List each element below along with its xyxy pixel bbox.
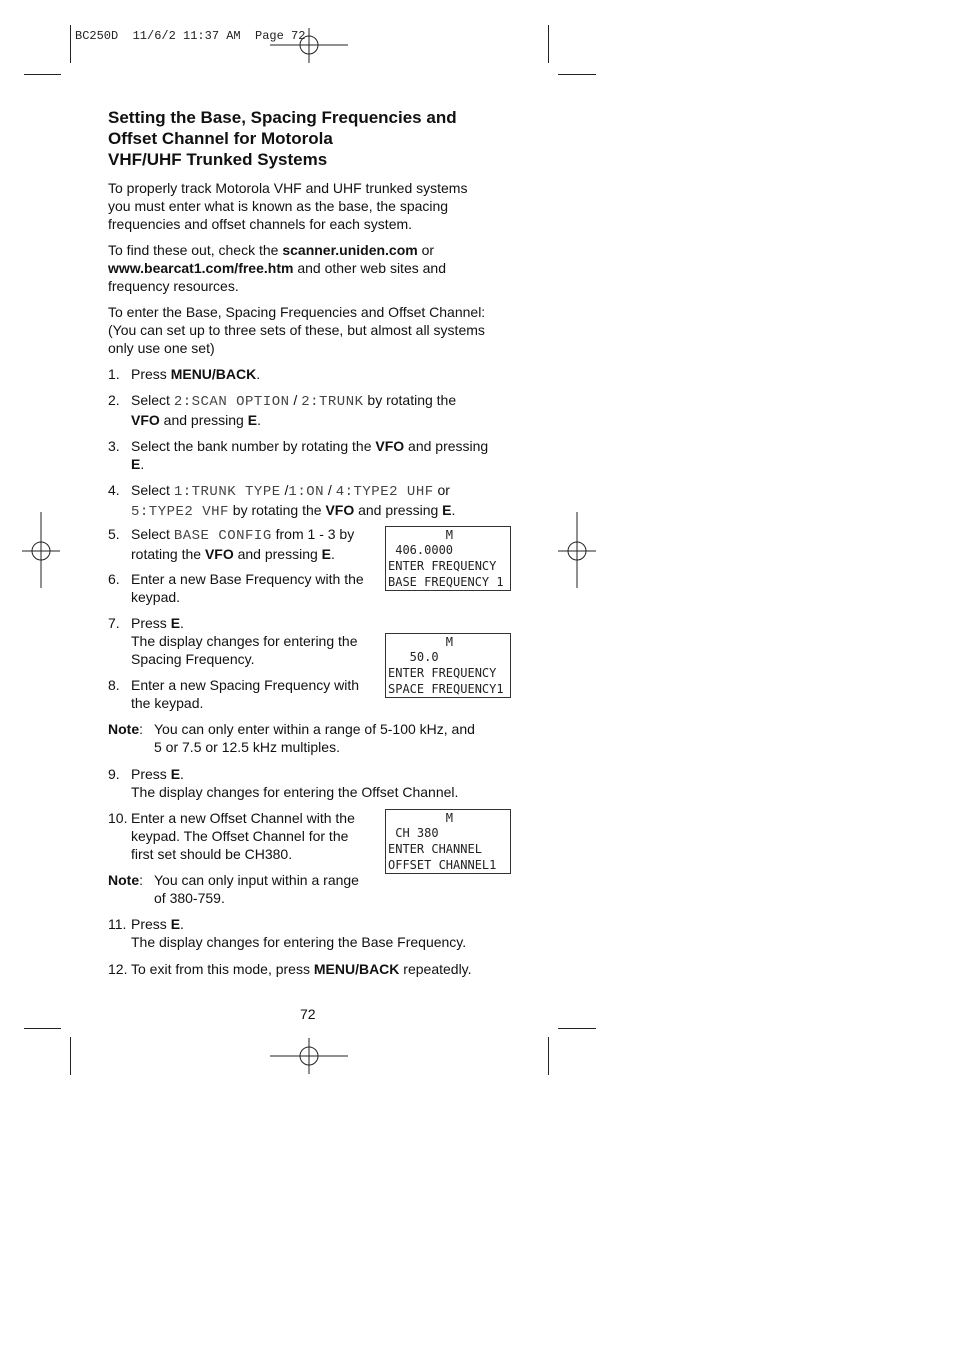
crop-mark — [24, 1028, 61, 1029]
lcd-display-offset-channel: M CH 380 ENTER CHANNEL OFFSET CHANNEL1 — [385, 809, 511, 874]
registration-mark-left — [22, 512, 62, 590]
crop-mark — [70, 1037, 71, 1075]
crop-mark — [548, 1037, 549, 1075]
crop-header-text: BC250D 11/6/2 11:37 AM Page 72 — [75, 29, 306, 43]
registration-mark-right — [558, 512, 598, 590]
crop-mark — [548, 25, 549, 63]
lcd-display-base-frequency: M 406.0000 ENTER FREQUENCY BASE FREQUENCY 1 — [385, 526, 511, 591]
registration-mark-top — [270, 25, 350, 65]
link-scanner-uniden: scanner.uniden.com — [282, 242, 418, 258]
crop-mark — [558, 74, 596, 75]
page-title: Setting the Base, Spacing Frequencies and Offset Channel for Motorola VHF/UHF Trunked Systems — [108, 108, 457, 169]
intro-paragraph-2: To find these out, check the scanner.uniden.com or www.bearcat1.com/free.htm and other web sites and frequency resources. — [108, 242, 446, 294]
intro-paragraph-1: To properly track Motorola VHF and UHF trunked systems you must enter what is known as the base, the spacing frequencies and offset channels for each system. — [108, 180, 468, 232]
intro-paragraph-3: To enter the Base, Spacing Frequencies and Offset Channel: (You can set up to three sets of these, but almost all systems only use one set) — [108, 304, 486, 356]
crop-mark — [70, 25, 71, 63]
crop-mark — [24, 74, 61, 75]
link-bearcat1: www.bearcat1.com/free.htm — [108, 260, 294, 276]
lcd-display-space-frequency: M 50.0 ENTER FREQUENCY SPACE FREQUENCY1 — [385, 633, 511, 698]
registration-mark-bottom — [270, 1036, 350, 1076]
crop-mark — [558, 1028, 596, 1029]
page-number: 72 — [300, 1006, 316, 1022]
